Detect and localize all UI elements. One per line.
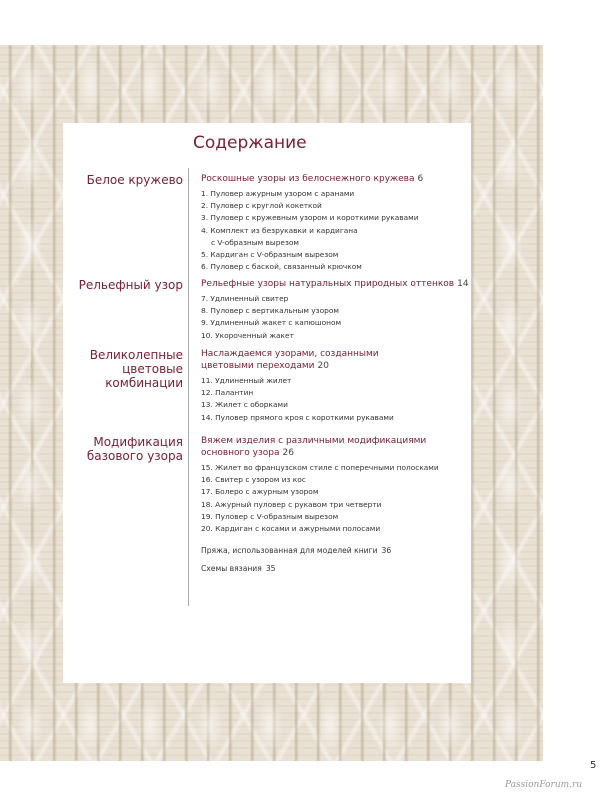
- section-page: 6: [417, 174, 424, 184]
- section-page: 14: [457, 279, 469, 289]
- list-item[interactable]: 15. Жилет во французском стиле с поперечными полосками: [201, 463, 439, 472]
- section-subtitle-text: Роскошные узоры из белоснежного кружева: [201, 174, 415, 184]
- section-subtitle[interactable]: [201, 278, 471, 290]
- section-subtitle[interactable]: [201, 173, 471, 185]
- list-item[interactable]: 7. Удлиненный свитер: [201, 294, 289, 303]
- section-subtitle[interactable]: [201, 435, 471, 459]
- section-relief-pattern: [201, 278, 471, 342]
- section-heading-white-lace: Белое кружево: [86, 173, 183, 187]
- list-item[interactable]: 16. Свитер с узором из кос: [201, 475, 306, 485]
- schemes-entry[interactable]: [201, 564, 275, 573]
- subtitle-line: основного узора: [201, 448, 280, 458]
- item-list: [201, 375, 471, 424]
- list-item[interactable]: 10. Укороченный жакет: [201, 330, 294, 340]
- subtitle-line: Вяжем изделия с различными модификациями: [201, 436, 427, 446]
- column-divider: [188, 168, 189, 606]
- section-heading-modification: [87, 435, 183, 463]
- subtitle-line: Наслаждаемся узорами, созданными: [201, 349, 379, 359]
- yarn-label: Пряжа, использованная для моделей книги: [201, 546, 378, 555]
- subtitle-line: цветовыми переходами: [201, 361, 315, 371]
- item-list: [201, 293, 471, 342]
- section-heading-color-combinations: [90, 348, 183, 390]
- list-item[interactable]: 8. Пуловер с вертикальным узором: [201, 306, 339, 316]
- heading-line: базового узора: [86, 449, 183, 463]
- list-item-continuation[interactable]: с V-образным вырезом: [211, 237, 299, 247]
- section-white-lace: [201, 173, 471, 273]
- list-item[interactable]: 3. Пуловер с кружевным узором и короткими рукавами: [201, 213, 419, 223]
- section-subtitle[interactable]: [201, 348, 471, 372]
- list-item[interactable]: 9. Удлиненный жакет с капюшоном: [201, 318, 342, 328]
- schemes-label: Схемы вязания: [201, 564, 262, 573]
- schemes-page: 35: [265, 564, 276, 573]
- heading-line: комбинации: [105, 376, 183, 390]
- list-item[interactable]: 14. Пуловер прямого кроя с короткими рукавами: [201, 412, 394, 422]
- section-subtitle-text: Рельефные узоры натуральных природных оттенков: [201, 279, 455, 289]
- yarn-entry[interactable]: [201, 546, 391, 555]
- watermark: PassionForum.ru: [505, 780, 583, 790]
- list-item[interactable]: 5. Кардиган с V-образным вырезом: [201, 250, 339, 260]
- heading-line: Великолепные: [89, 348, 183, 362]
- list-item[interactable]: 1. Пуловер ажурным узором с аранами: [201, 189, 355, 198]
- list-item[interactable]: 19. Пуловер с V-образным вырезом: [201, 511, 339, 521]
- page-number: 5: [590, 760, 597, 771]
- section-modification: [201, 435, 471, 535]
- list-item[interactable]: 6. Пуловер с баской, связанный крючком: [201, 262, 362, 272]
- item-list: [201, 188, 471, 273]
- list-item[interactable]: 2. Пуловер с круглой кокеткой: [201, 201, 322, 211]
- yarn-page: 36: [381, 546, 392, 555]
- section-heading-relief: Рельефный узор: [78, 278, 183, 292]
- section-page: 26: [282, 448, 294, 458]
- list-item[interactable]: 11. Удлиненный жилет: [201, 376, 292, 385]
- page-title: Содержание: [193, 133, 307, 153]
- section-color-combinations: [201, 348, 471, 424]
- list-item[interactable]: 4. Комплект из безрукавки и кардигана: [201, 225, 358, 235]
- section-page: 20: [317, 361, 329, 371]
- list-item[interactable]: 17. Болеро с ажурным узором: [201, 487, 319, 497]
- list-item[interactable]: 18. Ажурный пуловер с рукавом три четверти: [201, 499, 382, 509]
- list-item[interactable]: 20. Кардиган с косами и ажурными полосами: [201, 524, 381, 534]
- heading-line: Модификация: [93, 435, 183, 449]
- list-item[interactable]: 13. Жилет с оборками: [201, 400, 288, 410]
- item-list: [201, 462, 471, 535]
- heading-line: цветовые: [122, 362, 183, 376]
- list-item[interactable]: 12. Палантин: [201, 388, 254, 398]
